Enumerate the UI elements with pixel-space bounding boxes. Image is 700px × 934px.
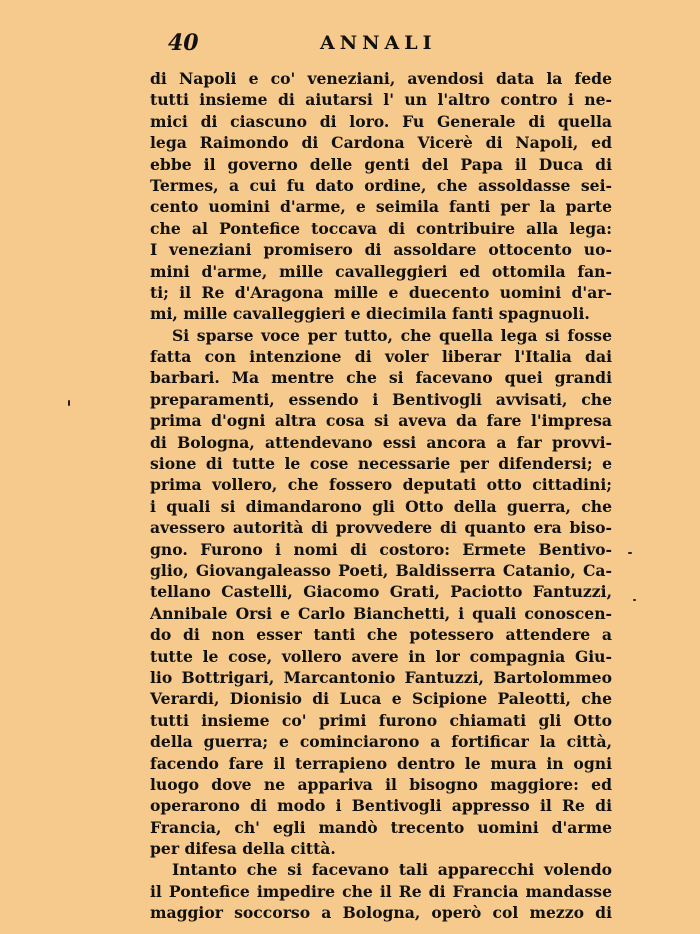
- text-line: per difesa della città.: [150, 839, 336, 859]
- text-line: preparamenti, essendo i Bentivogli avvisati, che: [150, 389, 612, 409]
- text-line: ti; il Re d'Aragona mille e duecento uomini d'ar-: [150, 282, 612, 302]
- ink-speck: [68, 400, 70, 406]
- text-line: tutte le cose, vollero avere in lor compagnia Giu-: [150, 646, 612, 666]
- text-line: cento uomini d'arme, e seimila fanti per la parte: [150, 197, 612, 217]
- text-line: i quali si dimandarono gli Otto della guerra, che: [150, 496, 612, 516]
- text-line: il Pontefice impedire che il Re di Francia mandasse: [150, 881, 612, 901]
- text-line: mici di ciascuno di loro. Fu Generale di quella: [150, 111, 612, 131]
- text-line: glio, Giovangaleasso Poeti, Baldisserra Catanio, Ca-: [150, 560, 612, 580]
- text-line: maggior soccorso a Bologna, operò col mezzo di: [150, 903, 612, 923]
- text-line: ebbe il governo delle genti del Papa il Duca di: [150, 154, 612, 174]
- text-line: gno. Furono i nomi di costoro: Ermete Bentivo-: [150, 539, 612, 559]
- text-line: prima vollero, che fossero deputati otto cittadini;: [150, 475, 612, 495]
- text-line: sione di tutte le cose necessarie per difendersi; e: [150, 454, 612, 474]
- ink-speck: [628, 552, 632, 554]
- text-line: tellano Castelli, Giacomo Grati, Paciotto Fantuzzi,: [150, 582, 612, 602]
- text-line: lio Bottrigari, Marcantonio Fantuzzi, Bartolommeo: [150, 667, 612, 687]
- text-line: barbari. Ma mentre che si facevano quei grandi: [150, 368, 612, 388]
- running-head: [150, 30, 610, 62]
- text-line: di Napoli e co' veneziani, avendosi data la fede: [150, 69, 612, 88]
- text-line: mini d'arme, mille cavalleggieri ed ottomila fan-: [150, 261, 612, 281]
- text-line: di Bologna, attendevano essi ancora a far provvi-: [150, 432, 612, 452]
- text-line: do di non esser tanti che potessero attendere a: [150, 625, 612, 645]
- text-line: che al Pontefice toccava di contribuire alla lega:: [150, 218, 612, 238]
- text-line: Verardi, Dionisio di Luca e Scipione Paleotti, che: [150, 689, 612, 709]
- text-line: facendo fare il terrapieno dentro le mura in ogni: [150, 753, 612, 773]
- paragraph-start-line: Intanto che si facevano tali apparecchi volendo: [172, 860, 612, 880]
- text-line: Francia, ch' egli mandò trecento uomini d'arme: [150, 817, 612, 837]
- text-line: avessero autorità di provvedere di quanto era biso-: [150, 518, 612, 538]
- running-title: ANNALI: [320, 32, 437, 54]
- text-line: mi, mille cavalleggieri e diecimila fanti spagnuoli.: [150, 304, 590, 324]
- text-line: tutti insieme di aiutarsi l' un l'altro contro i ne-: [150, 90, 612, 110]
- text-line: Termes, a cui fu dato ordine, che assoldasse sei-: [150, 175, 612, 195]
- text-line: Annibale Orsi e Carlo Bianchetti, i quali conoscen-: [150, 603, 612, 623]
- page-number: 40: [168, 30, 199, 56]
- text-line: fatta con intenzione di voler liberar l'Italia dai: [150, 347, 612, 367]
- text-line: I veneziani promisero di assoldare ottocento uo-: [150, 240, 612, 260]
- text-line: lega Raimondo di Cardona Vicerè di Napoli, ed: [150, 133, 612, 153]
- body-text: [150, 68, 612, 924]
- ink-speck: [633, 599, 636, 601]
- text-line: operarono di modo i Bentivogli appresso il Re di: [150, 796, 612, 816]
- text-line: luogo dove ne appariva il bisogno maggiore: ed: [150, 774, 612, 794]
- paragraph-start-line: Si sparse voce per tutto, che quella lega si fosse: [172, 325, 612, 345]
- text-line: tutti insieme co' primi furono chiamati gli Otto: [150, 710, 612, 730]
- text-line: della guerra; e cominciarono a fortificar la città,: [150, 732, 612, 752]
- text-line: prima d'ogni altra cosa si aveva da fare l'impresa: [150, 411, 612, 431]
